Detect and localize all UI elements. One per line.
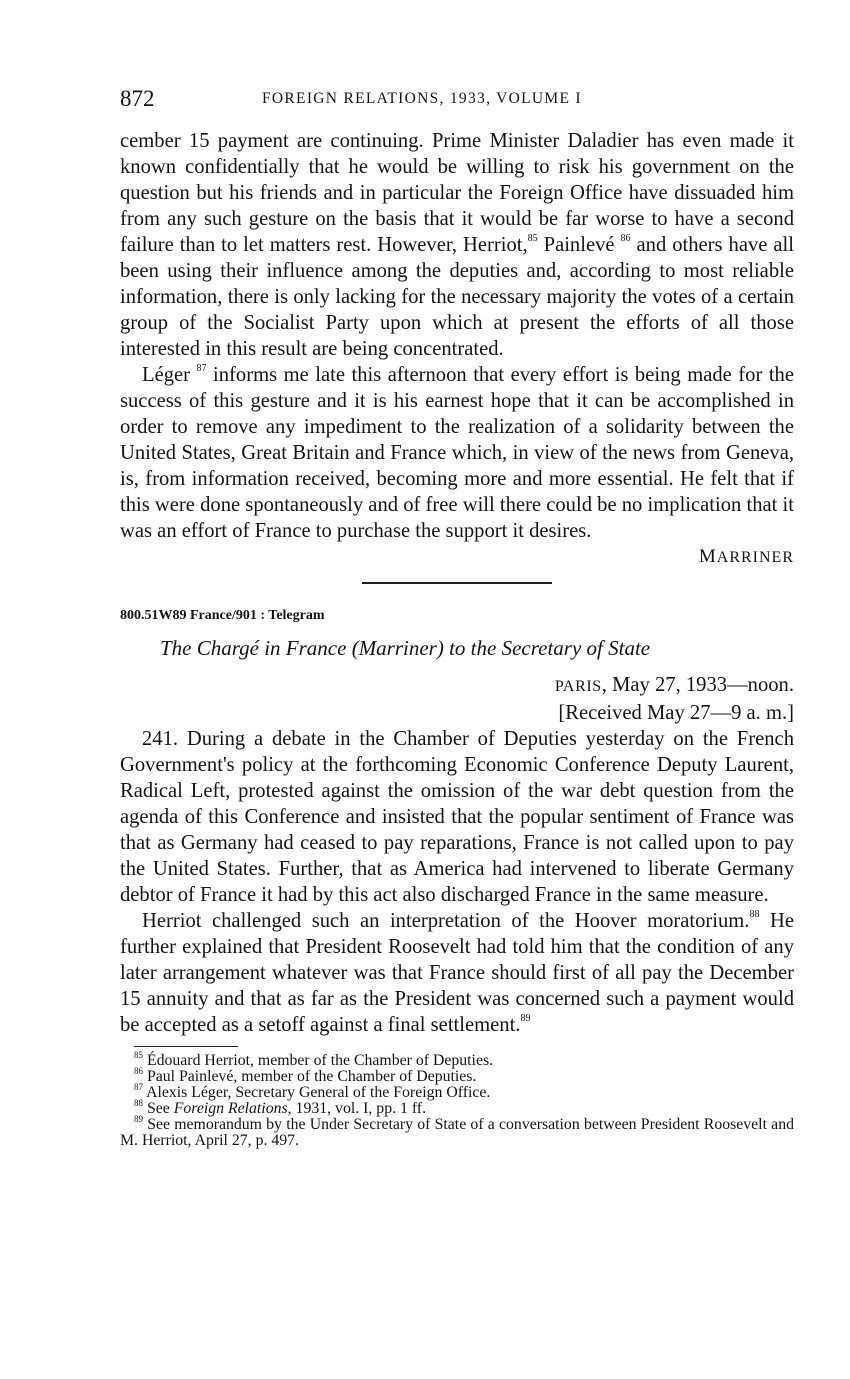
- paragraph-continuation: cember 15 payment are continuing. Prime Minister Daladier has even made it known confidentially that he would be willing to risk his government on the question but his friends and in particular the Foreign Office have dissuaded him from any such gesture on the basis that it would be far worse to have a second failure than to let matters rest. However, Herriot,$^{85}$ Painlevé $^{86}$ and others have all been using their influence among the deputies and, according to most reliable information, there is only lacking for the necessary majority the votes of a certain group of the Socialist Party upon which at present the efforts of all those interested in this result are being concentrated.: [120, 130, 794, 360]
- footnote-88: $^{88}$ See Foreign Relations, 1931, vol. I, pp. 1 ff.: [134, 1097, 427, 1117]
- received-note: [Received May 27—9 a. m.]: [558, 702, 794, 724]
- signature: MARRINER: [698, 546, 794, 567]
- footnote-ref-88[interactable]: 88: [749, 909, 760, 921]
- date-time: , May 27, 1933—noon.: [601, 674, 794, 696]
- footnote-divider: [134, 1046, 238, 1047]
- paragraph-leger: Léger $^{87}$ informs me late this afternoon that every effort is being made for the success of this gesture and it is his earnest hope that it can be accomplished in order to remove any impediment to the realization of a solidarity between the United States, Great Britain and France which, in view of the news from Geneva, is, from information received, becoming more and more essential. He felt that if this were done spontaneously and of free will there could be no implication that it was an effort of France to purchase the support it desires.: [120, 363, 794, 542]
- footnote-89: $^{89}$ See memorandum by the Under Secretary of State of a conversation between President Roosevelt and M. Herriot, April 27, p. 497.: [120, 1113, 794, 1149]
- file-reference: 800.51W89 France/901 : Telegram: [120, 608, 325, 623]
- footnotes: [120, 1049, 794, 1149]
- running-head: FOREIGN RELATIONS, 1933, VOLUME I: [262, 90, 582, 107]
- page-header: [120, 86, 794, 116]
- paragraph-telegram-1: 241. During a debate in the Chamber of Deputies yesterday on the French Government's policy at the forthcoming Economic Conference Deputy Laurent, Radical Left, protested against the omission of the war debt question from the agenda of this Conference and insisted that the popular sentiment of France was that as Germany had ceased to pay reparations, France is not called upon to pay the United States. Further, that as America had intervened to liberate Germany debtor of France it had by this act also discharged France in the same measure.: [120, 728, 794, 906]
- footnote-ref-86[interactable]: 86: [620, 233, 631, 245]
- footnote-87: $^{87}$ Alexis Léger, Secretary General of the Foreign Office.: [134, 1081, 491, 1101]
- document-title: The Chargé in France (Marriner) to the Secretary of State: [160, 636, 651, 660]
- dateline: [120, 672, 794, 726]
- body-text: [120, 128, 794, 1149]
- place: PARIS: [554, 678, 602, 695]
- paragraph-telegram-2: Herriot challenged such an interpretation of the Hoover moratorium.$^{88}$ He further explained that President Roosevelt had told him that the condition of any later arrangement whatever was that France should first of all pay the December 15 annuity and that as far as the President was concerned such a payment would be accepted as a setoff against a final settlement.$^{89}$: [120, 909, 794, 1036]
- footnote-85: $^{85}$ Édouard Herriot, member of the Chamber of Deputies.: [134, 1049, 494, 1069]
- footnote-ref-87[interactable]: 87: [196, 363, 207, 375]
- page-number: 872: [120, 86, 155, 111]
- section-divider: [362, 582, 552, 584]
- footnote-ref-89[interactable]: 89: [520, 1013, 531, 1025]
- footnote-ref-85[interactable]: 85: [527, 233, 538, 245]
- footnote-86: $^{86}$ Paul Painlevé, member of the Chamber of Deputies.: [134, 1065, 477, 1085]
